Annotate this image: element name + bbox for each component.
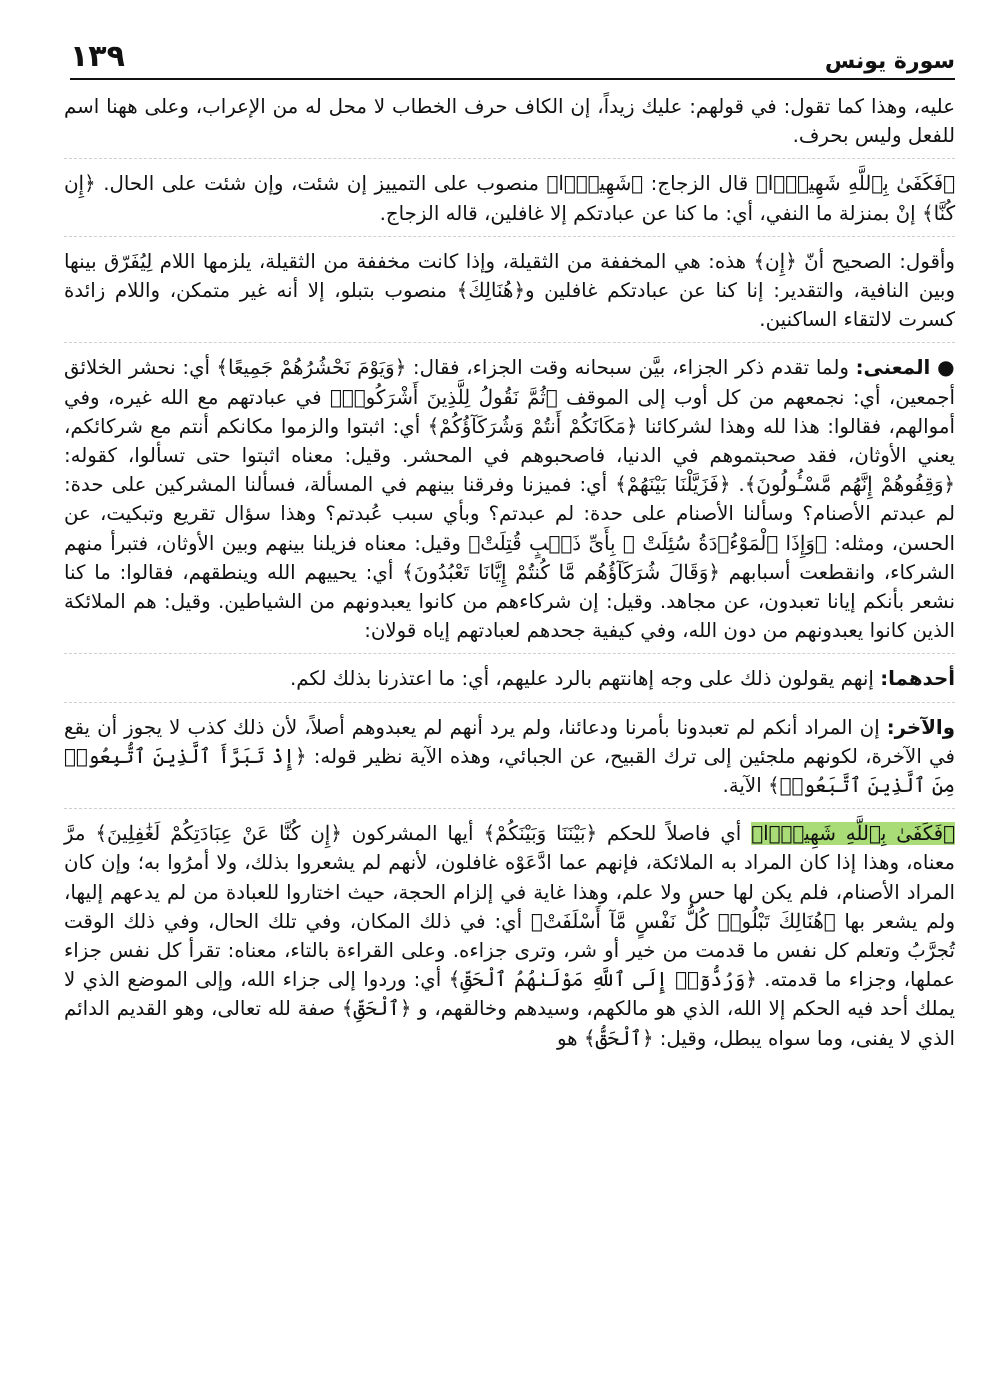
main-text [64,92,955,1071]
text-run: إنْ بمنزلة ما النفي، أي: ما كنا عن عبادتكم إلا غافلين، قاله الزجاج. [379,201,922,225]
paragraph [64,247,955,344]
quran-quote: ﴿إِن كُنَّا عَنْ عِبَادَتِكُمْ لَغَٰفِلِينَ﴾ [95,822,342,846]
text-run: صفة لله تعالى، وهو القديم الدائم الذي لا يفنى، وما سواه يبطل، وقيل: [64,997,955,1050]
page-number: ١٣٩ [70,39,125,74]
quran-quote: ﴿فَكَفَىٰ بِٱللَّهِ شَهِيدًۢا﴾ [755,172,955,196]
quran-quote: ﴿هُنَالِكَ﴾ [456,279,525,303]
text-run: هو [556,1026,584,1050]
bullet-icon: ● [930,355,955,380]
text-run: الآية. [722,774,768,798]
text-run: أي: في ذلك المكان، وفي تلك الحال، وفي ذلك الوقت تُجرَّبُ وتعلم كل نفس ما قدمت من خير أو شر، وترى جزاءه. وعلى القراءة بالتاء، معناه: تقرأ كل نفس جزاء عملها، وجزاء ما قدمته. [64,909,955,992]
quran-quote: ﴿فَزَيَّلْنَا بَيْنَهُمْ﴾ [615,473,731,497]
text-run: مرَّ معناه، وهذا إذا كان المراد به الملائكة، فإنهم عما ادَّعَوْه غافلون، لأنهم لم يشعروا بذلك، ولا أمرُوا به؛ وإن كان المراد الأصنام، فلم يكن لها حس ولا علم، وهذا غاية في إلزام الحجة، حيث اختاروا للعبادة من لم يدعهم إليها، ولم يشعر بها [64,822,955,933]
text-run: أي: اثبتوا والزموا مكانكم أنتم مع شركائكم، يعني الأوثان، فقد صحبتموهم في الدنيا، فاصحبوهم في المحشر. وقيل: معناه اثبتوا حتى تسألوا، كقوله: [64,414,955,468]
quran-quote: ﴿وَقِفُوهُمْ إِنَّهُم مَّسْـُٔولُونَ﴾ [744,473,956,497]
section-label: أحدهما: [880,667,955,691]
quran-quote: ﴿شَهِيدًۢا﴾ [546,172,644,196]
quran-quote: ﴿بَيْنَنَا وَبَيْنَكُمْ﴾ [483,822,598,846]
text-run: ولما تقدم ذكر الجزاء، بيَّن سبحانه وقت الجزاء، فقال: [406,356,856,380]
paragraph [64,664,955,702]
running-title: سورة يونس [824,49,955,74]
quran-quote: ﴿وَإِذَا ٱلْمَوْءُۥدَةُ سُئِلَتْ ۞ بِأَىِّ ذَنۢبٍ قُتِلَتْ﴾ [468,531,827,555]
quran-quote: ﴿وَرُدُّوٓا۟ إِلَى ٱللَّهِ مَوْلَىٰهُمُ ٱلْحَقِّ﴾ [448,968,757,992]
quran-quote: ﴿مَكَانَكُمْ أَنتُمْ وَشُرَكَآؤُكُمْ﴾ [427,414,638,438]
paragraph [64,169,955,236]
text-run: أي: يحييهم الله وينطقهم، فقالوا: ما كنا نشعر بأنكم إيانا تعبدون، عن مجاهد. وقيل: إن شركاءهم من كانوا يعبدونهم من الشياطين. وقيل: هم الملائكة الذين كانوا يعبدونهم من دون الله، وفي كيفية جحدهم لعبادتهم إياه قولان: [64,560,955,643]
text-run: إنهم يقولون ذلك على وجه إهانتهم بالرد عليهم، أي: ما اعتذرنا بذلك لكم. [289,667,881,691]
paragraph [64,713,955,810]
text-run: قال الزجاج: [643,172,756,196]
text-run: منصوب بتبلو، إلا أنه غير متمكن، واللام زائدة كسرت لالتقاء الساكنين. [64,279,955,332]
paragraph [64,353,955,654]
text-run: وأقول: الصحيح أنّ [796,249,955,273]
text-run: هذه: هي المخففة من الثقيلة، وإذا كانت مخففة من الثقيلة، يلزمها اللام لِيُفَرّق بينها وبين النافية، والتقدير: إنا كنا عن عبادتكم غافلين و [64,249,955,303]
section-label: والآخر: [886,715,955,739]
text-run: في عبادتهم مع الله غيره، وفي أموالهم، فقالوا: هذا لله وهذا لشركائنا [64,385,955,438]
text-run: . [730,473,745,497]
quran-quote: ﴿وَقَالَ شُرَكَآؤُهُم مَّا كُنتُمْ إِيَّانَا تَعْبُدُونَ﴾ [402,560,720,584]
text-run: إن المراد أنكم لم تعبدونا بأمرنا ودعائنا، ولم يرد أنهم لم يعبدوهم أصلاً، لأن ذلك كذب لا يجوز أن يقع في الآخرة، لكونهم ملجئين إلى ترك القبيح، عن الجبائي، وهذه الآية نظير قوله: [64,715,955,768]
highlighted-quran-quote: ﴿فَكَفَىٰ بِٱللَّهِ شَهِيدًۢا﴾ [751,822,955,846]
text-run: عليه، وهذا كما تقول: في قولهم: عليك زيداً، إن الكاف حرف الخطاب لا محل له من الإعراب، وعلى ههنا اسم للفعل وليس بحرف. [64,95,955,148]
quran-quote: ﴿إِن كُنَّا﴾ [64,172,955,225]
quran-quote: ﴿هُنَالِكَ تَبْلُوا۟ كُلُّ نَفْسٍ مَّآ أَسْلَفَتْ﴾ [530,909,836,933]
text-run: أي: وردوا إلى جزاء الله، وإلى الموضع الذي لا يملك أحد فيه الحكم إلا الله، الذي هو مالكهم، وسيدهم وخالقهم، و [64,968,955,1021]
quran-quote: ﴿ٱلْحَقِّ﴾ [341,997,412,1021]
quran-quote: ﴿إِن﴾ [753,249,797,273]
quran-quote: ﴿إِذْ تَبَرَّأَ ٱلَّذِينَ ٱتُّبِعُوا۟ مِنَ ٱلَّذِينَ ٱتَّبَعُوا۟﴾ [64,744,955,798]
paragraph [64,819,955,1061]
text-run: أي: نحشر الخلائق أجمعين، أي: نجمعهم من كل أوب إلى الموقف [64,356,955,409]
quran-quote: ﴿ثُمَّ نَقُولُ لِلَّذِينَ أَشْرَكُوا۟﴾ [330,385,558,409]
text-run: أي فاصلاً للحكم [597,822,752,846]
text-run: أيها المشركون [341,822,484,846]
quran-quote: ﴿وَيَوْمَ نَحْشُرُهُمْ جَمِيعًا﴾ [216,356,407,380]
page-header [70,28,955,80]
quran-quote: ﴿ٱلْحَقُّ﴾ [583,1026,654,1050]
text-run: وقيل: معناه فزيلنا بينهم وبين الأوثان، فتبرأ منهم الشركاء، وانقطعت أسبابهم [64,531,955,584]
text-run: منصوب على التمييز إن شئت، وإن شئت على الحال. [95,172,547,196]
section-label: المعنى: [855,356,931,380]
paragraph [64,92,955,159]
text-run: أي: فميزنا وفرقنا بينهم في المسألة، فسألنا المشركين على حدة: لم عبدتم الأصنام؟ وسألنا الأصنام على حدة: لم عبدتم؟ وبأي سبب عُبدتم؟ وهذا سؤال تقريع وتبكيت، عن الحسن، ومثله: [64,473,955,555]
